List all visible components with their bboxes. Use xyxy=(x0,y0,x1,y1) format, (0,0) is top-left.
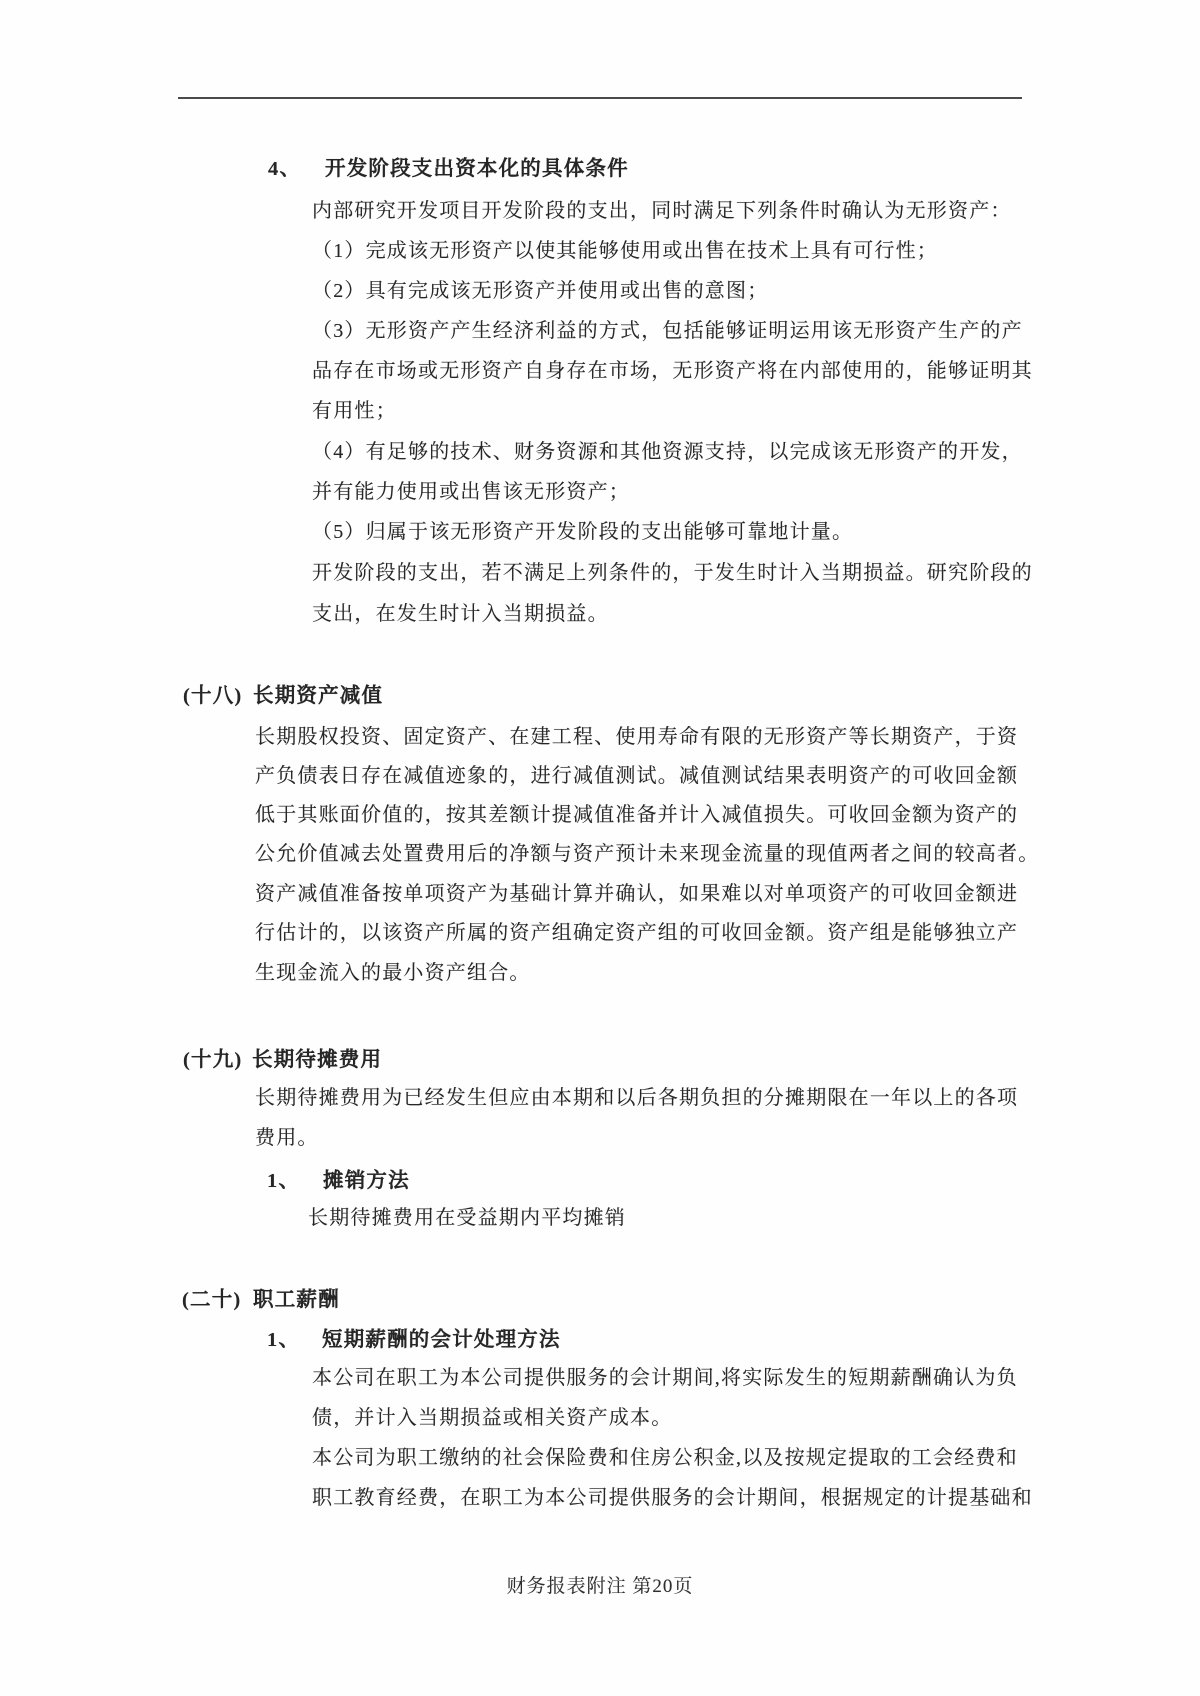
section-19-number: (十九) xyxy=(183,1049,243,1071)
paragraph-line: 本公司为职工缴纳的社会保险费和住房公积金,以及按规定提取的工会经费和 xyxy=(312,1447,1018,1469)
paragraph-line: 并有能力使用或出售该无形资产； xyxy=(312,481,630,503)
paragraph-line: （1）完成该无形资产以使其能够使用或出售在技术上具有可行性； xyxy=(312,240,938,262)
header-divider xyxy=(178,97,1022,99)
paragraph-line: 资产减值准备按单项资产为基础计算并确认，如果难以对单项资产的可收回金额进 xyxy=(255,883,1019,905)
paragraph-line: 长期股权投资、固定资产、在建工程、使用寿命有限的无形资产等长期资产，于资 xyxy=(255,726,1019,748)
paragraph-line: 行估计的，以该资产所属的资产组确定资产组的可收回金额。资产组是能够独立产 xyxy=(255,922,1019,944)
paragraph-line: 费用。 xyxy=(255,1127,319,1149)
paragraph-line: 内部研究开发项目开发阶段的支出，同时满足下列条件时确认为无形资产： xyxy=(312,200,1012,222)
paragraph-line: 低于其账面价值的，按其差额计提减值准备并计入减值损失。可收回金额为资产的 xyxy=(255,804,1019,826)
paragraph-line: （5）归属于该无形资产开发阶段的支出能够可靠地计量。 xyxy=(312,521,854,543)
paragraph-line: 支出，在发生时计入当期损益。 xyxy=(312,603,609,625)
subsection-20-1-title: 短期薪酬的会计处理方法 xyxy=(322,1329,561,1351)
paragraph-line: 长期待摊费用在受益期内平均摊销 xyxy=(308,1207,626,1229)
section-18-title: 长期资产减值 xyxy=(253,685,384,707)
subsection-4-title: 开发阶段支出资本化的具体条件 xyxy=(325,158,629,180)
paragraph-line: 开发阶段的支出，若不满足上列条件的，于发生时计入当期损益。研究阶段的 xyxy=(312,562,1033,584)
paragraph-line: （2）具有完成该无形资产并使用或出售的意图； xyxy=(312,280,769,302)
paragraph-line: 长期待摊费用为已经发生但应由本期和以后各期负担的分摊期限在一年以上的各项 xyxy=(255,1087,1019,1109)
paragraph-line: 产负债表日存在减值迹象的，进行减值测试。减值测试结果表明资产的可收回金额 xyxy=(255,765,1019,787)
subsection-19-1-title: 摊销方法 xyxy=(323,1170,410,1192)
paragraph-line: 有用性； xyxy=(312,400,397,422)
subsection-4-number: 4、 xyxy=(268,158,302,180)
paragraph-line: 生现金流入的最小资产组合。 xyxy=(255,962,531,984)
section-20-title: 职工薪酬 xyxy=(253,1289,340,1311)
paragraph-line: 公允价值减去处置费用后的净额与资产预计未来现金流量的现值两者之间的较高者。 xyxy=(255,843,1040,865)
paragraph-line: 债，并计入当期损益或相关资产成本。 xyxy=(312,1407,673,1429)
paragraph-line: 本公司在职工为本公司提供服务的会计期间,将实际发生的短期薪酬确认为负 xyxy=(312,1367,1018,1389)
subsection-19-1-number: 1、 xyxy=(267,1170,301,1192)
subsection-20-1-number: 1、 xyxy=(267,1329,301,1351)
section-18-number: (十八) xyxy=(183,685,243,707)
section-19-title: 长期待摊费用 xyxy=(252,1049,383,1071)
section-20-number: (二十) xyxy=(182,1289,242,1311)
paragraph-line: 品存在市场或无形资产自身存在市场，无形资产将在内部使用的，能够证明其 xyxy=(312,360,1033,382)
paragraph-line: （4）有足够的技术、财务资源和其他资源支持，以完成该无形资产的开发， xyxy=(312,441,1023,463)
paragraph-line: （3）无形资产产生经济利益的方式，包括能够证明运用该无形资产生产的产 xyxy=(312,320,1023,342)
paragraph-line: 职工教育经费，在职工为本公司提供服务的会计期间，根据规定的计提基础和 xyxy=(312,1487,1033,1509)
page-footer: 财务报表附注 第20页 xyxy=(506,1576,694,1597)
